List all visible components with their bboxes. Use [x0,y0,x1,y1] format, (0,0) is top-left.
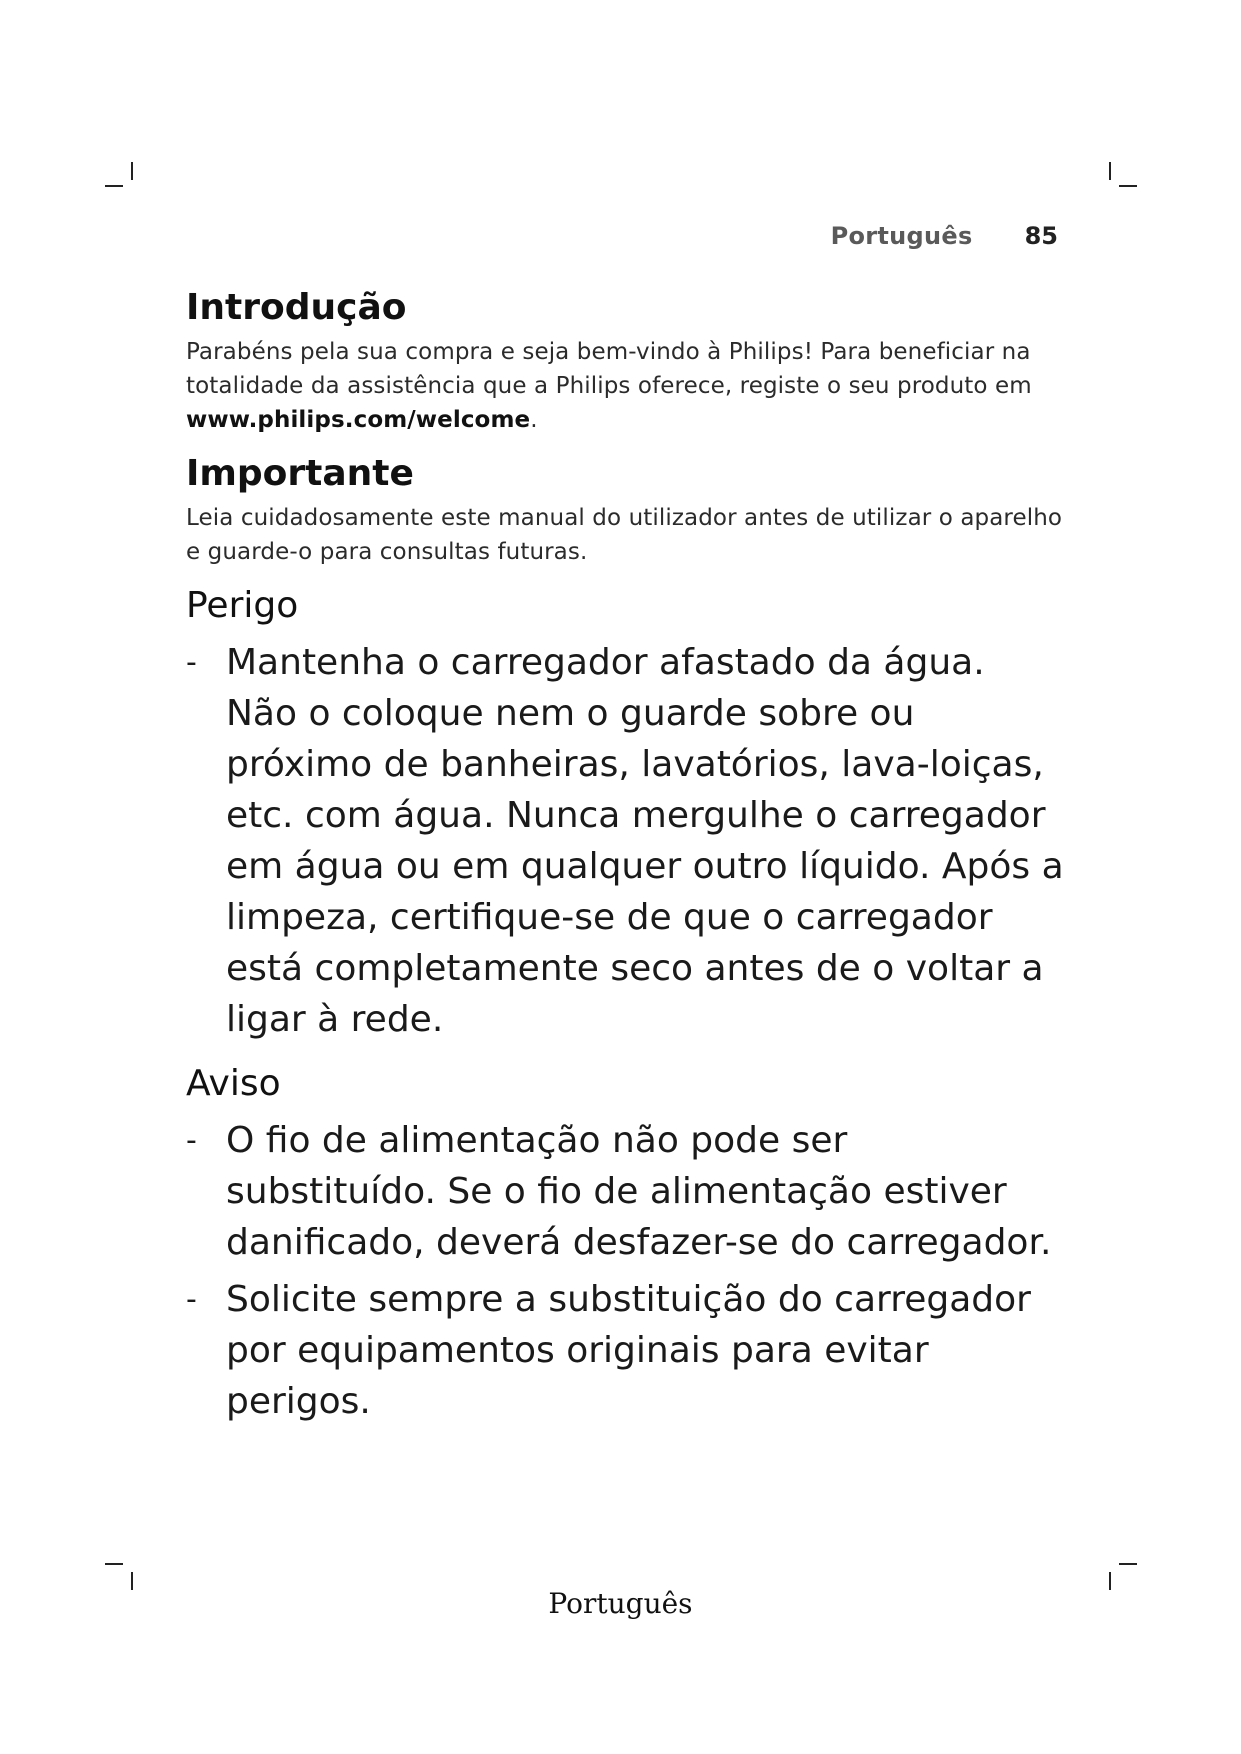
section-important [186,451,1066,569]
introduction-text [186,335,1066,437]
introduction-text-end: . [530,407,538,433]
warning-item-text: O fio de alimentação não pode ser substituído. Se o fio de alimentação estiver danificado, deverá desfazer-se do carregador. [226,1120,1052,1263]
section-introduction [186,285,1066,437]
page-content [186,285,1066,1433]
section-danger [186,583,1066,1045]
page-footer: Português [548,1587,693,1620]
important-heading: Importante [186,453,414,494]
crop-mark [105,185,123,187]
welcome-link[interactable]: www.philips.com/welcome [186,407,531,433]
introduction-text-body: Parabéns pela sua compra e seja bem-vindo à Philips! Para beneficiar na totalidade da assistência que a Philips oferece, registe o seu produto em [186,339,1032,399]
warning-heading: Aviso [186,1063,281,1104]
page-number: 85 [1024,222,1058,250]
danger-heading: Perigo [186,585,299,626]
bullet-dash: - [186,1123,197,1158]
crop-mark [1119,185,1137,187]
crop-mark [1109,162,1111,180]
page-header [831,222,1058,250]
bullet-dash: - [186,645,197,680]
list-item [186,637,1066,1045]
crop-mark [131,162,133,180]
introduction-heading: Introdução [186,287,407,328]
warning-item-text: Solicite sempre a substituição do carregador por equipamentos originais para evitar perigos. [226,1279,1031,1422]
danger-list [186,637,1066,1045]
bullet-dash: - [186,1282,197,1317]
list-item [186,1115,1066,1268]
important-text: Leia cuidadosamente este manual do utilizador antes de utilizar o aparelho e guarde-o para consultas futuras. [186,505,1063,565]
section-warning [186,1061,1066,1427]
danger-item-text: Mantenha o carregador afastado da água. Não o coloque nem o guarde sobre ou próximo de banheiras, lavatórios, lava-loiças, etc. com água. Nunca mergulhe o carregador em água ou em qualquer outro líquido. Após a limpeza, certifique-se de que o carregador está completamente seco antes de o voltar a ligar à rede. [226,642,1064,1040]
crop-mark [105,1563,123,1565]
crop-mark [1119,1563,1137,1565]
header-language: Português [830,222,973,250]
list-item [186,1274,1066,1427]
warning-list [186,1115,1066,1427]
